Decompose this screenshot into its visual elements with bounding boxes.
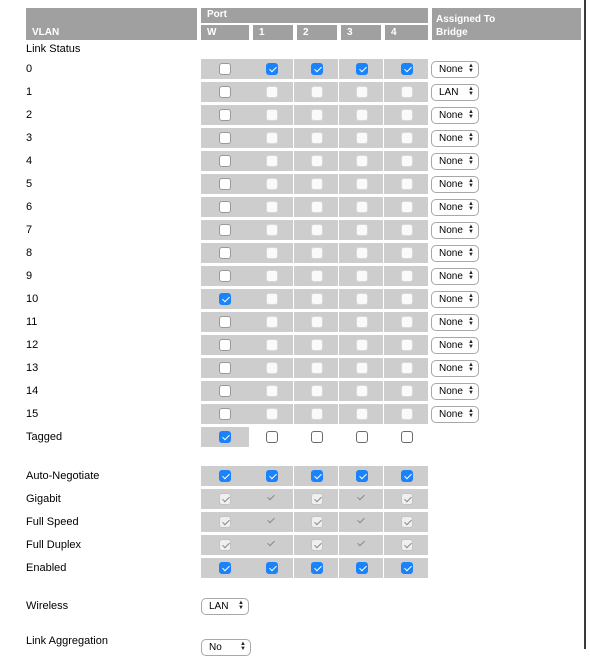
chevron-updown-icon: ▲ ▼ [468, 293, 474, 304]
port-header-label-w: W [207, 27, 217, 38]
gigabit-port-w-checkbox [219, 493, 231, 505]
vlan-row-label-13: 13 [26, 362, 39, 374]
vlan-0-port-3-checkbox[interactable] [356, 63, 368, 75]
vlan-14-port-2-checkbox[interactable] [311, 385, 323, 397]
auto-negotiate-port-3-checkbox[interactable] [356, 470, 368, 482]
vlan-4-bridge-select-value: None [439, 156, 463, 167]
gigabit-label: Gigabit [26, 493, 61, 505]
window-edge [584, 0, 586, 649]
chevron-updown-icon: ▲ ▼ [468, 109, 474, 120]
vlan-8-port-4-checkbox[interactable] [401, 247, 413, 259]
port-header-label-3: 3 [347, 27, 353, 38]
port-header-label-1: 1 [259, 27, 265, 38]
chevron-updown-icon: ▲ ▼ [468, 408, 474, 419]
vlan-15-port-1-checkbox[interactable] [266, 408, 278, 420]
vlan-row-label-3: 3 [26, 132, 33, 144]
vlan-14-port-w-checkbox[interactable] [219, 385, 231, 397]
vlan-12-bridge-select-value: None [439, 340, 463, 351]
vlan-1-port-w-checkbox[interactable] [219, 86, 231, 98]
tagged-label: Tagged [26, 431, 63, 443]
vlan-row-label-4: 4 [26, 155, 33, 167]
tagged-port-2-checkbox[interactable] [311, 431, 323, 443]
vlan-0-bridge-select[interactable] [431, 61, 479, 78]
vlan-4-port-w-checkbox[interactable] [219, 155, 231, 167]
vlan-row-label-15: 15 [26, 408, 39, 420]
full-duplex-port-2-checkbox [311, 539, 323, 551]
vlan-5-bridge-select-value: None [439, 179, 463, 190]
vlan-row-label-6: 6 [26, 201, 33, 213]
full-duplex-port-w-checkbox [219, 539, 231, 551]
vlan-3-port-3-checkbox[interactable] [356, 132, 368, 144]
vlan-11-port-2-checkbox[interactable] [311, 316, 323, 328]
vlan-0-port-2-checkbox[interactable] [311, 63, 323, 75]
tagged-port-w-checkbox[interactable] [219, 431, 231, 443]
gigabit-port-2-checkbox [311, 493, 323, 505]
auto-negotiate-port-2-checkbox[interactable] [311, 470, 323, 482]
vlan-header-label: VLAN [32, 27, 60, 38]
vlan-8-port-2-checkbox[interactable] [311, 247, 323, 259]
vlan-6-port-2-checkbox[interactable] [311, 201, 323, 213]
vlan-row-label-0: 0 [26, 63, 33, 75]
port-header-2 [297, 25, 337, 40]
vlan-9-bridge-select[interactable] [431, 268, 479, 285]
vlan-0-port-1-checkbox[interactable] [266, 63, 278, 75]
chevron-updown-icon: ▲ ▼ [238, 600, 244, 611]
vlan-6-bridge-select[interactable] [431, 199, 479, 216]
link-aggregation-label: Link Aggregation [26, 635, 108, 647]
vlan-10-bridge-select-value: None [439, 294, 463, 305]
vlan-13-bridge-select-value: None [439, 363, 463, 374]
link-aggregation-select[interactable] [201, 639, 251, 656]
vlan-8-port-1-checkbox[interactable] [266, 247, 278, 259]
chevron-updown-icon: ▲ ▼ [468, 385, 474, 396]
vlan-9-port-4-checkbox[interactable] [401, 270, 413, 282]
auto-negotiate-label: Auto-Negotiate [26, 470, 100, 482]
vlan-9-bridge-select-value: None [439, 271, 463, 282]
vlan-8-port-3-checkbox[interactable] [356, 247, 368, 259]
full-speed-port-w-checkbox [219, 516, 231, 528]
chevron-updown-icon: ▲ ▼ [468, 86, 474, 97]
vlan-1-port-1-checkbox[interactable] [266, 86, 278, 98]
full-duplex-port-3-checkbox [356, 539, 366, 549]
port-header-w [201, 25, 249, 40]
vlan-15-port-3-checkbox[interactable] [356, 408, 368, 420]
vlan-3-port-w-checkbox[interactable] [219, 132, 231, 144]
vlan-2-bridge-select-value: None [439, 110, 463, 121]
full-speed-port-3-checkbox [356, 516, 366, 526]
auto-negotiate-port-1-checkbox[interactable] [266, 470, 278, 482]
vlan-2-port-w-checkbox[interactable] [219, 109, 231, 121]
wireless-label: Wireless [26, 600, 69, 612]
vlan-9-port-2-checkbox[interactable] [311, 270, 323, 282]
vlan-11-bridge-select[interactable] [431, 314, 479, 331]
vlan-6-port-3-checkbox[interactable] [356, 201, 368, 213]
vlan-3-port-1-checkbox[interactable] [266, 132, 278, 144]
vlan-row-label-10: 10 [26, 293, 39, 305]
vlan-11-port-w-checkbox[interactable] [219, 316, 231, 328]
vlan-7-bridge-select-value: None [439, 225, 463, 236]
vlan-14-port-4-checkbox[interactable] [401, 385, 413, 397]
vlan-row-label-9: 9 [26, 270, 33, 282]
vlan-12-port-w-checkbox[interactable] [219, 339, 231, 351]
vlan-5-port-w-checkbox[interactable] [219, 178, 231, 190]
gigabit-port-3-checkbox [356, 493, 366, 503]
vlan-8-bridge-select-value: None [439, 248, 463, 259]
vlan-6-bridge-select-value: None [439, 202, 463, 213]
vlan-14-port-1-checkbox[interactable] [266, 385, 278, 397]
vlan-column-header [26, 8, 197, 40]
vlan-1-port-2-checkbox[interactable] [311, 86, 323, 98]
chevron-updown-icon: ▲ ▼ [468, 63, 474, 74]
vlan-9-port-w-checkbox[interactable] [219, 270, 231, 282]
wireless-select[interactable] [201, 598, 249, 615]
vlan-7-port-3-checkbox[interactable] [356, 224, 368, 236]
vlan-5-port-1-checkbox[interactable] [266, 178, 278, 190]
full-duplex-label: Full Duplex [26, 539, 82, 551]
gigabit-port-1-checkbox [266, 493, 276, 503]
vlan-13-port-w-checkbox[interactable] [219, 362, 231, 374]
port-group-header [201, 8, 428, 23]
vlan-0-bridge-select-value: None [439, 64, 463, 75]
vlan-14-bridge-select-value: None [439, 386, 463, 397]
auto-negotiate-port-4-checkbox[interactable] [401, 470, 413, 482]
tagged-port-1-checkbox[interactable] [266, 431, 278, 443]
assigned-header-line2: Bridge [436, 27, 468, 38]
chevron-updown-icon: ▲ ▼ [468, 270, 474, 281]
enabled-port-1-checkbox[interactable] [266, 562, 278, 574]
vlan-14-bridge-select[interactable] [431, 383, 479, 400]
full-duplex-port-4-checkbox [401, 539, 413, 551]
vlan-5-port-2-checkbox[interactable] [311, 178, 323, 190]
vlan-15-port-2-checkbox[interactable] [311, 408, 323, 420]
vlan-11-port-3-checkbox[interactable] [356, 316, 368, 328]
vlan-13-bridge-select[interactable] [431, 360, 479, 377]
vlan-1-bridge-select[interactable] [431, 84, 479, 101]
chevron-updown-icon: ▲ ▼ [468, 178, 474, 189]
vlan-10-port-3-checkbox[interactable] [356, 293, 368, 305]
tagged-port-4-checkbox[interactable] [401, 431, 413, 443]
vlan-row-label-1: 1 [26, 86, 33, 98]
vlan-1-port-4-checkbox[interactable] [401, 86, 413, 98]
vlan-10-port-1-checkbox[interactable] [266, 293, 278, 305]
vlan-7-port-2-checkbox[interactable] [311, 224, 323, 236]
full-duplex-port-1-checkbox [266, 539, 276, 549]
enabled-port-2-checkbox[interactable] [311, 562, 323, 574]
vlan-7-bridge-select[interactable] [431, 222, 479, 239]
full-speed-port-4-checkbox [401, 516, 413, 528]
vlan-7-port-w-checkbox[interactable] [219, 224, 231, 236]
assigned-header-line1: Assigned To [436, 14, 496, 25]
vlan-13-port-3-checkbox[interactable] [356, 362, 368, 374]
vlan-row-label-12: 12 [26, 339, 39, 351]
wireless-select-value: LAN [209, 601, 229, 612]
full-speed-label: Full Speed [26, 516, 79, 528]
vlan-9-port-3-checkbox[interactable] [356, 270, 368, 282]
vlan-4-port-1-checkbox[interactable] [266, 155, 278, 167]
vlan-row-label-11: 11 [26, 316, 38, 328]
vlan-7-port-1-checkbox[interactable] [266, 224, 278, 236]
vlan-12-bridge-select[interactable] [431, 337, 479, 354]
link-status-label: Link Status [26, 43, 81, 55]
vlan-1-bridge-select-value: LAN [439, 87, 459, 98]
vlan-1-port-3-checkbox[interactable] [356, 86, 368, 98]
chevron-updown-icon: ▲ ▼ [468, 362, 474, 373]
vlan-15-port-w-checkbox[interactable] [219, 408, 231, 420]
vlan-11-bridge-select-value: None [439, 317, 463, 328]
chevron-updown-icon: ▲ ▼ [240, 641, 246, 652]
vlan-12-port-3-checkbox[interactable] [356, 339, 368, 351]
port-header-3 [341, 25, 381, 40]
vlan-13-port-4-checkbox[interactable] [401, 362, 413, 374]
full-speed-port-2-checkbox [311, 516, 323, 528]
vlan-12-port-2-checkbox[interactable] [311, 339, 323, 351]
vlan-6-port-w-checkbox[interactable] [219, 201, 231, 213]
vlan-14-port-3-checkbox[interactable] [356, 385, 368, 397]
vlan-10-port-2-checkbox[interactable] [311, 293, 323, 305]
vlan-row-label-2: 2 [26, 109, 33, 121]
vlan-6-port-1-checkbox[interactable] [266, 201, 278, 213]
vlan-row-label-14: 14 [26, 385, 39, 397]
vlan-7-port-4-checkbox[interactable] [401, 224, 413, 236]
port-header-label: Port [207, 9, 227, 20]
port-header-1 [253, 25, 293, 40]
vlan-15-bridge-select-value: None [439, 409, 463, 420]
enabled-label: Enabled [26, 562, 67, 574]
vlan-8-bridge-select[interactable] [431, 245, 479, 262]
assigned-header-label [436, 13, 495, 39]
vlan-row-label-5: 5 [26, 178, 33, 190]
vlan-11-port-4-checkbox[interactable] [401, 316, 413, 328]
vlan-2-port-4-checkbox[interactable] [401, 109, 413, 121]
vlan-12-port-4-checkbox[interactable] [401, 339, 413, 351]
chevron-updown-icon: ▲ ▼ [468, 316, 474, 327]
vlan-5-port-4-checkbox[interactable] [401, 178, 413, 190]
vlan-2-bridge-select[interactable] [431, 107, 479, 124]
full-speed-port-1-checkbox [266, 516, 276, 526]
vlan-3-bridge-select-value: None [439, 133, 463, 144]
vlan-15-bridge-select[interactable] [431, 406, 479, 423]
enabled-port-4-checkbox[interactable] [401, 562, 413, 574]
vlan-3-bridge-select[interactable] [431, 130, 479, 147]
assigned-bridge-header [432, 8, 581, 40]
vlan-5-bridge-select[interactable] [431, 176, 479, 193]
enabled-port-3-checkbox[interactable] [356, 562, 368, 574]
chevron-updown-icon: ▲ ▼ [468, 201, 474, 212]
chevron-updown-icon: ▲ ▼ [468, 224, 474, 235]
vlan-11-port-1-checkbox[interactable] [266, 316, 278, 328]
link-aggregation-select-value: No [209, 642, 222, 653]
vlan-8-port-w-checkbox[interactable] [219, 247, 231, 259]
enabled-port-w-checkbox[interactable] [219, 562, 231, 574]
chevron-updown-icon: ▲ ▼ [468, 247, 474, 258]
chevron-updown-icon: ▲ ▼ [468, 155, 474, 166]
chevron-updown-icon: ▲ ▼ [468, 132, 474, 143]
vlan-2-port-2-checkbox[interactable] [311, 109, 323, 121]
tagged-port-3-checkbox[interactable] [356, 431, 368, 443]
auto-negotiate-port-w-checkbox[interactable] [219, 470, 231, 482]
vlan-15-port-4-checkbox[interactable] [401, 408, 413, 420]
vlan-3-port-2-checkbox[interactable] [311, 132, 323, 144]
vlan-13-port-2-checkbox[interactable] [311, 362, 323, 374]
vlan-10-bridge-select[interactable] [431, 291, 479, 308]
port-header-label-2: 2 [303, 27, 309, 38]
vlan-row-label-7: 7 [26, 224, 33, 236]
vlan-13-port-1-checkbox[interactable] [266, 362, 278, 374]
vlan-4-bridge-select[interactable] [431, 153, 479, 170]
vlan-4-port-4-checkbox[interactable] [401, 155, 413, 167]
vlan-9-port-1-checkbox[interactable] [266, 270, 278, 282]
vlan-5-port-3-checkbox[interactable] [356, 178, 368, 190]
vlan-3-port-4-checkbox[interactable] [401, 132, 413, 144]
vlan-6-port-4-checkbox[interactable] [401, 201, 413, 213]
vlan-2-port-3-checkbox[interactable] [356, 109, 368, 121]
vlan-4-port-2-checkbox[interactable] [311, 155, 323, 167]
vlan-10-port-w-checkbox[interactable] [219, 293, 231, 305]
vlan-2-port-1-checkbox[interactable] [266, 109, 278, 121]
vlan-10-port-4-checkbox[interactable] [401, 293, 413, 305]
port-header-label-4: 4 [391, 27, 397, 38]
vlan-12-port-1-checkbox[interactable] [266, 339, 278, 351]
port-header-4 [385, 25, 428, 40]
vlan-0-port-w-checkbox[interactable] [219, 63, 231, 75]
chevron-updown-icon: ▲ ▼ [468, 339, 474, 350]
vlan-4-port-3-checkbox[interactable] [356, 155, 368, 167]
gigabit-port-4-checkbox [401, 493, 413, 505]
vlan-row-label-8: 8 [26, 247, 33, 259]
vlan-0-port-4-checkbox[interactable] [401, 63, 413, 75]
